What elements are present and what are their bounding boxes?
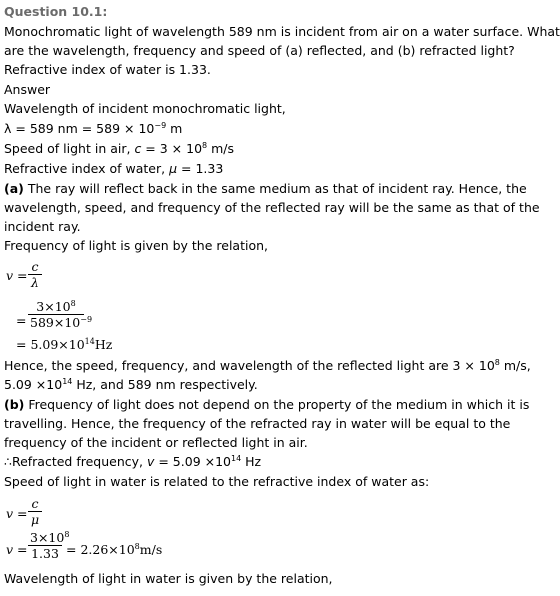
- speed-water-relation: Speed of light in water is related to the refractive index of water as:: [4, 474, 430, 489]
- part-a-line-3: incident ray.: [4, 219, 81, 234]
- equation-speed-result: v =: [6, 542, 28, 557]
- part-a-line-2: wavelength, speed, and frequency of the reflected ray will be the same as that of the: [4, 200, 540, 215]
- frequency-relation: Frequency of light is given by the relation,: [4, 238, 268, 253]
- question-line-1: Monochromatic light of wavelength 589 nm is incident from air on a water surface. What: [4, 24, 560, 39]
- reflected-result-line-2: $5.09 \times 10^{14}$ Hz, and 589 nm respectively.: [4, 377, 258, 392]
- part-b-line-3: frequency of the incident or reflected light in air.: [4, 435, 308, 450]
- question-line-3: Refractive index of water is 1.33.: [4, 62, 211, 77]
- answer-label: Answer: [4, 82, 51, 97]
- equation-speed-formula: v =: [6, 506, 28, 521]
- equation-frequency-result: = $5.09\times 10^{14}Hz$: [16, 337, 113, 352]
- fraction-c-over-lambda: c λ: [28, 259, 42, 290]
- part-a-label: (a): [4, 181, 24, 196]
- given-intro: Wavelength of incident monochromatic light,: [4, 101, 286, 116]
- equation-frequency-formula: v =: [6, 268, 28, 283]
- fraction-speed-substitution: $3\times 10^8$ 1.33: [30, 530, 70, 561]
- fraction-c-over-mu: c μ: [28, 496, 42, 527]
- wavelength-relation: Wavelength of light in water is given by the relation,: [4, 571, 333, 586]
- lambda-line: λ = 589 nm = $589 \times 10^{-9}$ m: [4, 121, 183, 136]
- speed-air-line: Speed of light in air, $c = 3 \times 10^8$ m/s: [4, 141, 234, 156]
- question-heading: Question 10.1:: [4, 4, 108, 19]
- equation-substitution: =: [16, 313, 27, 328]
- part-a-line-1: (a) The ray will reflect back in the same medium as that of incident ray. Hence, the: [4, 181, 527, 196]
- part-b-line-1: (b) Frequency of light does not depend on the property of the medium in which it is: [4, 397, 530, 412]
- part-b-line-2: travelling. Hence, the frequency of the refracted ray in water will be equal to the: [4, 416, 511, 431]
- reflected-result-line-1: Hence, the speed, frequency, and wavelength of the reflected light are $3 \times 10^8$ m/s,: [4, 358, 531, 373]
- refracted-frequency-line: ∴Refracted frequency, $v = 5.09 \times 10^{14}$ Hz: [4, 454, 262, 469]
- part-b-label: (b): [4, 397, 25, 412]
- speed-water-value: = $2.26\times 10^8m/s$: [66, 542, 163, 557]
- fraction-substitution: $3\times 10^8$ $589\times 10^{-9}$: [30, 299, 93, 330]
- refractive-index-line: Refractive index of water, μ = 1.33: [4, 161, 224, 176]
- question-line-2: are the wavelength, frequency and speed of (a) reflected, and (b) refracted light?: [4, 43, 515, 58]
